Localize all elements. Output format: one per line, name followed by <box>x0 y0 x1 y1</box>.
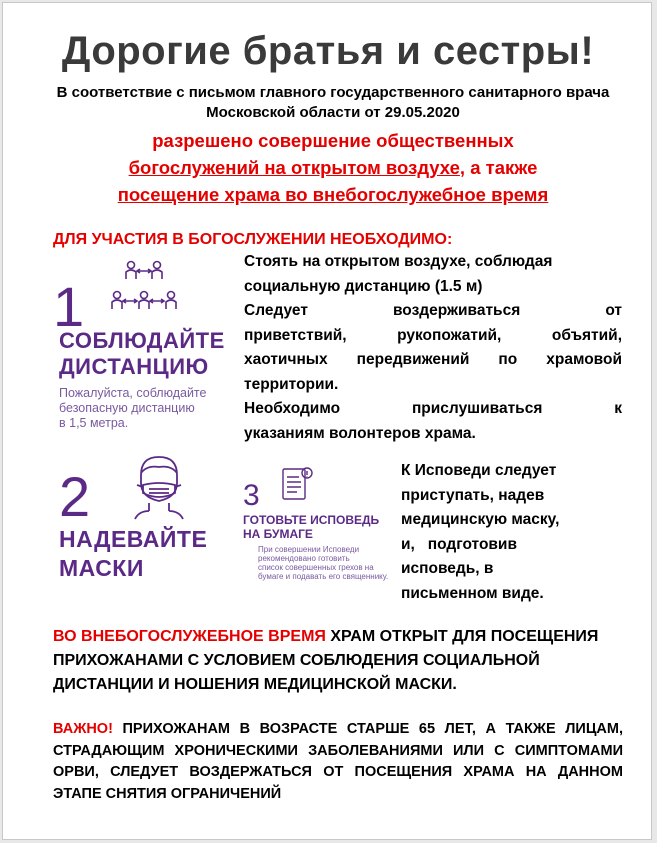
confession-line-3: медицинскую маску, <box>401 511 560 528</box>
confession-line-6: письменном виде. <box>401 584 544 602</box>
rule-3-line-1: Необходимо прислушиваться к <box>244 400 622 417</box>
notice-line-1: разрешено совершение общественных <box>152 130 514 151</box>
card-3-heading-2: НА БУМАГЕ <box>243 527 313 541</box>
card-2-number: 2 <box>59 465 91 528</box>
subtitle: В соответствие с письмом главного государственного санитарного врача Московской области от 29.05.2020 <box>56 84 610 121</box>
notice-line-3: посещение храма во внебогослужебное время <box>117 184 549 205</box>
card-3-caption-3: список совершенных грехов на <box>258 563 374 572</box>
rule-1-line-1: Стоять на открытом воздухе, соблюдая <box>244 253 553 270</box>
card-2-heading-1: НАДЕВАЙТЕ <box>59 526 208 552</box>
bottom-notice-red: ВО ВНЕБОГОСЛУЖЕБНОЕ ВРЕМЯ <box>53 628 326 645</box>
card-3-heading-1: ГОТОВЬТЕ ИСПОВЕДЬ <box>243 513 380 527</box>
card-1-caption-1: Пожалуйста, соблюдайте <box>59 386 207 400</box>
rules-text <box>244 250 622 446</box>
rule-2-line-3: хаотичных передвижений по храмовой <box>244 351 622 368</box>
red-notice <box>43 127 623 208</box>
card-1-heading-2: ДИСТАНЦИЮ <box>59 354 209 379</box>
confession-line-2: приступать, надев <box>401 486 545 504</box>
bottom-notice-rest: ХРАМ ОТКРЫТ ДЛЯ ПОСЕЩЕНИЯ ПРИХОЖАНАМИ С УСЛОВИЕМ СОБЛЮДЕНИЯ СОЦИАЛЬНОЙ ДИСТАНЦИИ И НОШЕНИЯ МЕДИЦИНСКОЙ МАСКИ. <box>53 628 599 693</box>
important-label: ВАЖНО! <box>53 721 113 737</box>
rule-2-line-1: Следует воздерживаться от <box>244 302 622 319</box>
bottom-notice <box>53 625 623 697</box>
card-2-heading-2: МАСКИ <box>59 555 144 581</box>
rule-3-line-2: указаниям волонтеров храма. <box>244 424 476 442</box>
rule-2-line-2: приветствий, рукопожатий, объятий, <box>244 326 622 344</box>
confession-text <box>401 459 623 606</box>
notice-underlined: богослужений на открытом воздухе <box>128 157 460 178</box>
page-title: Дорогие братья и сестры! <box>61 29 595 73</box>
confession-line-5: исповедь, в <box>401 560 494 577</box>
document-page <box>2 2 652 840</box>
card-3-caption-2: рекомендовано готовить <box>258 554 350 563</box>
card-3-caption-1: При совершении Исповеди <box>258 545 360 554</box>
card-3-caption-4: бумаге и подавать его священнику. <box>258 572 389 581</box>
notice-line-2 <box>43 154 623 181</box>
confession-line-1: К Исповеди следует <box>401 462 557 479</box>
document-icon <box>281 466 315 504</box>
card-1-number: 1 <box>53 275 85 338</box>
card-1-caption-2: безопасную дистанцию <box>59 401 195 415</box>
confession-line-4: и, подготовив <box>401 535 517 553</box>
card-3-number: 3 <box>243 479 260 512</box>
face-mask-icon <box>129 453 189 519</box>
important-notice <box>53 719 623 805</box>
notice-line-2-rest: , а также <box>459 157 538 178</box>
rule-1-line-2: социальную дистанцию (1.5 м) <box>244 277 483 295</box>
card-1-heading-1: СОБЛЮДАЙТЕ <box>59 328 225 353</box>
people-distance-icon <box>109 259 189 319</box>
card-1-caption-3: в 1,5 метра. <box>59 416 129 430</box>
important-text: ПРИХОЖАНАМ В ВОЗРАСТЕ СТАРШЕ 65 ЛЕТ, А ТАКЖЕ ЛИЦАМ, СТРАДАЮЩИМ ХРОНИЧЕСКИМИ ЗАБОЛЕВАНИЯМИ ИЛИ С СИМПТОМАМИ ОРВИ, СЛЕДУЕТ ВОЗДЕРЖАТЬСЯ ОТ ПОСЕЩЕНИЯ ХРАМА НА ДАННОМ ЭТАПЕ СНЯТИЯ ОГРАНИЧЕНИЙ <box>53 721 623 802</box>
rule-2-line-4: территории. <box>244 375 339 393</box>
section-heading: ДЛЯ УЧАСТИЯ В БОГОСЛУЖЕНИИ НЕОБХОДИМО: <box>53 231 453 248</box>
